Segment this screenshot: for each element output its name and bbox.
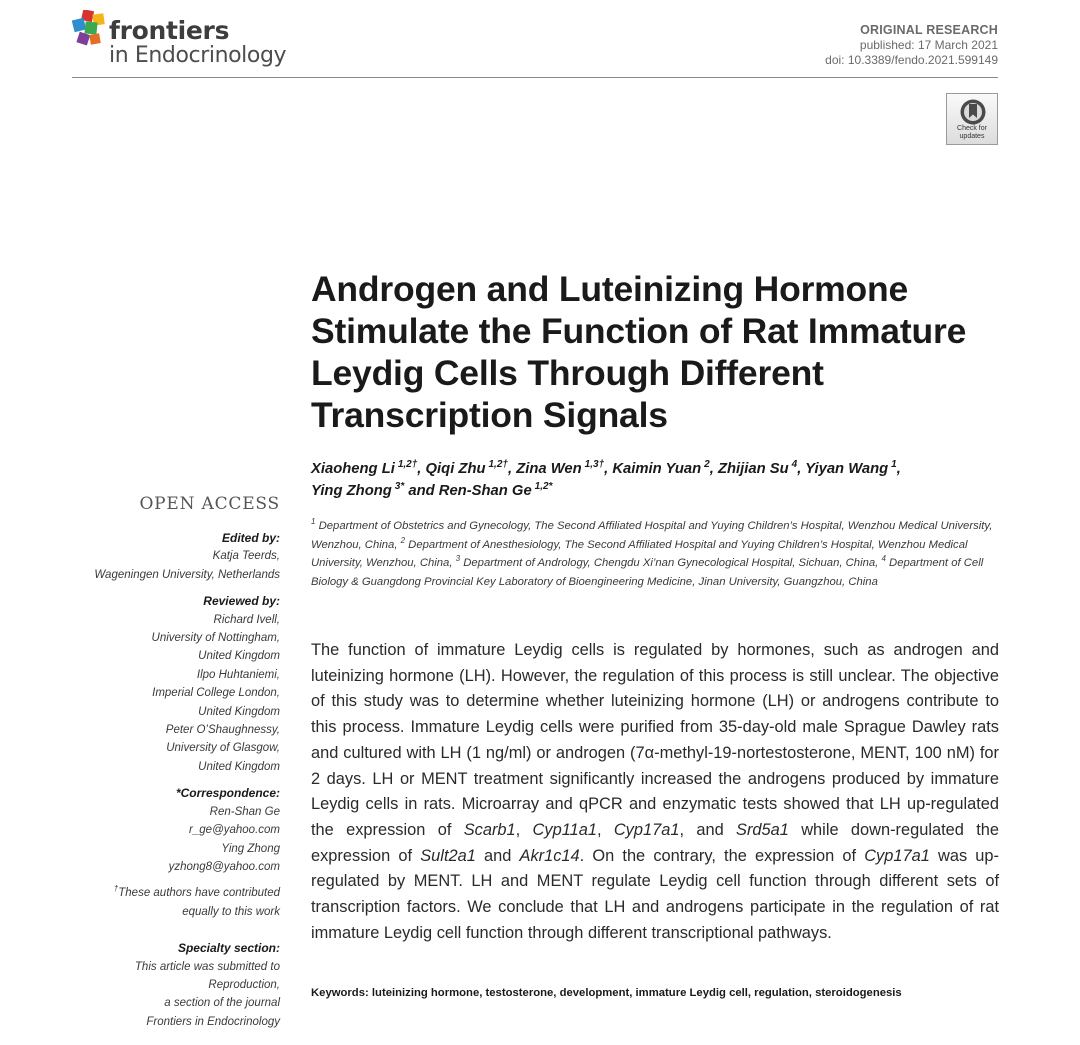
author-affiliation-marker: 1,3† bbox=[584, 459, 605, 471]
open-access-label: OPEN ACCESS bbox=[139, 494, 280, 514]
keywords-list: luteinizing hormone, testosterone, development, immature Leydig cell, regulation, steroidogenesis bbox=[371, 987, 902, 999]
frontiers-logo-icon bbox=[72, 10, 106, 46]
affiliation-number: 2 bbox=[400, 535, 406, 545]
reviewed-by-list bbox=[50, 611, 280, 777]
gene-name: Srd5a1 bbox=[736, 820, 789, 839]
header-divider bbox=[72, 77, 998, 78]
article-type: ORIGINAL RESEARCH bbox=[860, 23, 998, 37]
author-affiliation-marker: 1,2† bbox=[397, 459, 418, 471]
sidebar-line: Ren-Shan Ge bbox=[209, 805, 280, 818]
sidebar-line: Ilpo Huhtaniemi, bbox=[196, 668, 280, 681]
gene-name: Cyp17a1 bbox=[864, 846, 930, 865]
affiliation-text: Department of Anesthesiology, The Second Affiliated Hospital and Yuying Children’s Hospital, Wenzhou Medical University, Wenzhou, China, bbox=[311, 538, 968, 570]
gene-name: Cyp17a1 bbox=[613, 820, 680, 839]
abstract-text: was up-regulated by MENT. LH and MENT regulate Leydig cell function through different sets of transcription factors. We conclude that LH and androgens participate in the regulation of rat immature Leydig cell function through different transcriptional pathways. bbox=[311, 846, 999, 942]
author-affiliation-marker: 1,2* bbox=[534, 481, 553, 493]
affiliations bbox=[311, 517, 1011, 591]
equal-contribution-note: †These authors have contributed bbox=[113, 884, 280, 900]
sidebar-line: Richard Ivell, bbox=[213, 613, 280, 626]
author-name[interactable]: Xiaoheng Li bbox=[311, 461, 395, 477]
author-affiliation-marker: 3* bbox=[394, 481, 405, 493]
sidebar-line: Peter O’Shaughnessy, bbox=[165, 724, 280, 737]
sidebar-line: United Kingdom bbox=[198, 705, 280, 718]
gene-name: Cyp11a1 bbox=[532, 820, 597, 839]
affiliation-text: Department of Andrology, Chengdu Xi’nan Gynecological Hospital, Sichuan, China, bbox=[460, 557, 882, 570]
sidebar-line: United Kingdom bbox=[198, 760, 280, 773]
published-date: published: 17 March 2021 bbox=[859, 38, 998, 52]
sidebar-line: Ying Zhong bbox=[221, 842, 280, 855]
correspondence-list bbox=[50, 803, 280, 877]
check-for-updates-button[interactable] bbox=[946, 93, 998, 145]
abstract bbox=[311, 638, 999, 946]
article-title: Androgen and Luteinizing Hormone Stimulate the Function of Rat Immature Leydig Cells Through Different Transcription Signals bbox=[311, 269, 967, 435]
doi-link[interactable]: doi: 10.3389/fendo.2021.599149 bbox=[825, 53, 998, 67]
author-affiliation-marker: 2 bbox=[704, 459, 710, 471]
article-sidebar bbox=[50, 493, 280, 1031]
sidebar-line: a section of the journal bbox=[164, 997, 280, 1010]
author-name[interactable]: Ren-Shan Ge bbox=[438, 483, 532, 499]
bookmark-ribbon-icon bbox=[959, 98, 987, 126]
author-affiliation-marker: 1 bbox=[891, 459, 897, 471]
sidebar-line[interactable]: yzhong8@yahoo.com bbox=[168, 860, 280, 873]
sidebar-line: Katja Teerds, bbox=[212, 550, 280, 563]
specialty-section-list bbox=[50, 958, 280, 1032]
abstract-text: , bbox=[596, 820, 614, 839]
sidebar-line: Wageningen University, Netherlands bbox=[94, 568, 280, 581]
sidebar-line: This article was submitted to bbox=[134, 960, 280, 973]
equal-contribution-note-cont: equally to this work bbox=[182, 905, 280, 918]
logo-wordmark: frontiers bbox=[109, 16, 230, 45]
author-name[interactable]: Kaimin Yuan bbox=[612, 461, 702, 477]
affiliation-number: 4 bbox=[881, 554, 886, 564]
author-affiliation-marker: 1,2† bbox=[488, 459, 508, 471]
author-name[interactable]: Zina Wen bbox=[516, 461, 582, 477]
author-affiliation-marker: 4 bbox=[791, 459, 798, 471]
abstract-text: , bbox=[515, 820, 533, 839]
article-meta bbox=[825, 23, 998, 68]
reviewed-by-heading: Reviewed by: bbox=[203, 594, 280, 609]
abstract-text: and bbox=[475, 846, 520, 865]
logo-journal-name: in Endocrinology bbox=[109, 43, 287, 68]
specialty-section-heading: Specialty section: bbox=[177, 941, 280, 956]
gene-name: Sult2a1 bbox=[420, 846, 476, 865]
sidebar-line: University of Glasgow, bbox=[166, 742, 280, 755]
sidebar-line[interactable]: r_ge@yahoo.com bbox=[189, 824, 280, 837]
journal-logo[interactable] bbox=[72, 10, 312, 74]
gene-name: Akr1c14 bbox=[519, 846, 580, 865]
abstract-text: , and bbox=[679, 820, 737, 839]
affiliation-number: 3 bbox=[455, 554, 461, 564]
author-name[interactable]: Qiqi Zhu bbox=[425, 461, 486, 477]
edited-by-heading: Edited by: bbox=[221, 531, 280, 545]
affiliation-text: Department of Obstetrics and Gynecology, The Second Affiliated Hospital and Yuying Children’s Hospital, Wenzhou Medical University, Wenzhou, China, bbox=[311, 520, 993, 551]
keywords-label: Keywords: bbox=[311, 987, 369, 999]
edited-by-list bbox=[50, 547, 280, 584]
gene-name: Scarb1 bbox=[463, 820, 516, 839]
author-list: Xiaoheng Li $^{1,2\dagger}$, Qiqi Zhu $^{1,2\dagger}$, Zina Wen $^{1,3\dagger}$, Kaimin Yuan $^2$, Zhijian Su $^4$, Yiyan Wang $^1$, Ying Zhong $^{3*}$ and Ren-Shan Ge $^{1,2*}$ bbox=[311, 459, 901, 499]
abstract-text: The function of immature Leydig cells is regulated by hormones, such as androgen and luteinizing hormone (LH). However, the regulation of this process is still unclear. The objective of this study was to determine whether luteinizing hormone (LH) or androgens contribute to this process. Immature Leydig cells were purified from 35-day-old male Sprague Dawley rats and cultured with LH (1 ng/ml) or androgen (7α-methyl-19-nortestosterone, MENT, 100 nM) for 2 days. LH or MENT treatment significantly increased the androgens produced by immature Leydig cells in rats. Microarray and qPCR and enzymatic tests showed that LH up-regulated the expression of bbox=[311, 641, 999, 839]
sidebar-line: Reproduction, bbox=[208, 978, 280, 991]
sidebar-line: Imperial College London, bbox=[152, 687, 280, 700]
keywords bbox=[311, 987, 1011, 999]
sidebar-line: Frontiers in Endocrinology bbox=[146, 1015, 280, 1028]
author-name[interactable]: Zhijian Su bbox=[717, 461, 789, 477]
sidebar-line: University of Nottingham, bbox=[151, 632, 280, 645]
correspondence-heading: *Correspondence: bbox=[175, 786, 280, 801]
author-name[interactable]: Ying Zhong bbox=[311, 483, 392, 499]
author-name[interactable]: Yiyan Wang bbox=[805, 461, 889, 477]
check-for-updates-label: Check for updates bbox=[957, 125, 987, 140]
abstract-text: while down-regulated the expression of bbox=[311, 820, 1000, 865]
abstract-text: . On the contrary, the expression of bbox=[579, 846, 865, 865]
affiliation-number: 1 bbox=[311, 517, 316, 527]
sidebar-line: United Kingdom bbox=[198, 650, 280, 663]
affiliation-text: Department of Cell Biology & Guangdong Provincial Key Laboratory of Bioengineering Medicine, Jinan University, Guangzhou, China bbox=[311, 557, 984, 588]
